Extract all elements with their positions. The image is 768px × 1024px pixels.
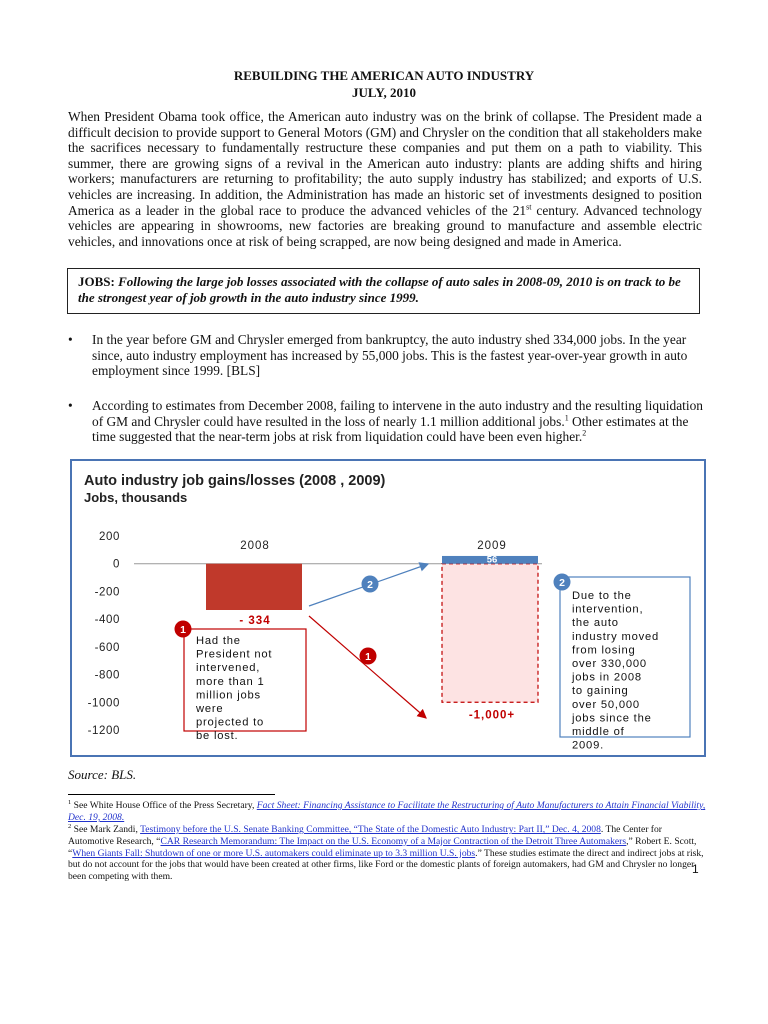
annotation-line: to gaining [572,685,629,698]
category-label-2009: 2009 [477,540,507,552]
annotation-line: over 330,000 [572,658,647,670]
intro-superscript: st [526,202,532,212]
chart-frame [70,459,706,757]
footnote-1-date: , Dec. 19, 2008. [68,800,706,823]
y-tick-label: -1000 [87,697,120,710]
annotation-line: over 50,000 [572,698,640,711]
annotation-line: 2009. [572,739,604,752]
bar-2008 [206,564,302,610]
chart-subtitle: Jobs, thousands [84,490,188,505]
bullet-text-2b: Other estimates at the time suggested that the near-term jobs at risk from liquidation could have been even higher. [92,413,689,445]
intro-text-b: century. Advanced technology vehicles are appearing in showrooms, new factories are breaking ground to manufacture and assemble electric vehicles, and innovations once at risk of being scrapped, are now being designed and made in America. [68,202,702,249]
footnote-1 [68,800,708,824]
annotation-line: jobs since the [572,712,652,725]
document-date: JULY, 2010 [351,85,417,100]
jobs-callout [67,268,700,314]
annotation-line: intervened, [196,662,261,675]
chart-title: Auto industry job gains/losses (2008 , 2009) [84,473,386,489]
annotation-line: intervention, [572,603,644,616]
annotation-line: Due to the [572,590,632,602]
annotation-line: President not [196,648,273,661]
jobs-chart [72,461,704,755]
source-note: Source: BLS. [68,767,137,782]
loss-arrow [309,616,426,718]
annotation-line: be lost. [196,730,239,743]
intro-text-a: When President Obama took office, the American auto industry was on the brink of collapse. The President made a difficult decision to provide support to General Motors (GM) and Chrysler on the condition that all stakeholders make the sacrifices necessary to fundamentally restructure these companies and put them on a path to viability. This summer, there are growing signs of a revival in the American auto industry: plants are adding shifts and hiring workers; manufacturers are returning to profitability; the auto supply industry has stabilized; and exports of U.S. vehicles are increasing. In addition, the Administration has made an historic set of investments designed to position America as a leader in the global race to produce the advanced vehicles of the 21 [68,109,702,218]
footnote-2-link-scott[interactable]: When Giants Fall: Shutdown of one or more U.S. automakers could eliminate up to 3.3 million U.S. jobs [72,847,476,859]
footnote-2-text-c: ,” Robert E. Scott, “ [68,835,697,859]
bullet-text-2a: According to estimates from December 2008, failing to intervene in the auto industry and the resulting liquidation of GM and Chrysler could have resulted in the loss of nearly 1.1 million additional jobs. [92,398,703,429]
annotation-line: middle of [572,726,625,738]
annotation-line: the auto [572,617,619,630]
bullet-text-2 [92,398,704,445]
footnote-ref-2[interactable]: 2 [582,428,587,438]
footnote-1-number: 1 [68,798,72,806]
y-tick-label: -600 [94,641,120,654]
arrow-marker-1-label: 1 [365,651,371,663]
counterfactual-bar-2009 [442,564,538,703]
annotation-line: million jobs [196,689,261,702]
y-tick-label: -400 [94,614,120,627]
bullet-icon: • [68,332,73,347]
y-tick-label: -800 [94,669,120,682]
footnote-divider [68,794,275,795]
footnote-2-text-d: .” These studies estimate the direct and indirect jobs at risk, but do not account for the jobs that would have been created at other firms, like Ford or the domestic plants of foreign automakers, had GM and Chrysler no longer been competing with them. [68,847,704,883]
footnote-2-text-a: See Mark Zandi, [71,824,141,835]
footnote-2 [68,824,708,883]
data-label-2008: - 334 [239,614,271,627]
data-label-counterfactual: -1,000+ [468,709,516,722]
page-number: 1 [692,862,699,876]
footnote-1-text: See White House Office of the Press Secretary, [71,800,257,811]
annotation-line: more than 1 [196,675,265,688]
annotation-line: projected to [196,716,265,729]
footnote-ref-1[interactable]: 1 [564,413,569,423]
y-tick-label: -1200 [87,725,120,737]
y-tick-label: 0 [113,558,120,571]
bullet-text-1: In the year before GM and Chrysler emerged from bankruptcy, the auto industry shed 334,000 jobs. In the year since, auto industry employment has increased by 55,000 jobs. This is the fastest year-over-year growth in auto employment since 1999. [BLS] [92,332,688,379]
footnote-2-number: 2 [68,822,72,830]
annotation-line: jobs in 2008 [572,671,642,684]
y-tick-label: -200 [94,586,120,599]
footnote-2-link-car[interactable]: CAR Research Memorandum: The Impact on the U.S. Economy of a Major Contraction of the Detroit Three Automakers [160,835,627,847]
marker-1-label: 1 [180,624,186,636]
annotation-text-1 [195,635,272,742]
callout-text: Following the large job losses associated with the collapse of auto sales in 2008-09, 2010 is on track to be the strongest year of job growth in the auto industry since 1999. [78,274,681,305]
callout-label: JOBS: [78,274,115,289]
annotation-line: were [196,703,224,715]
annotation-line: Had the [196,635,241,647]
bullet-icon: • [68,398,73,413]
document-title: REBUILDING THE AMERICAN AUTO INDUSTRY [233,68,535,83]
intro-paragraph [68,109,702,249]
footnote-2-text-b: . The Center for Automotive Research, “ [68,824,662,847]
y-tick-label: 200 [99,531,120,543]
data-label-2009: 56 [486,554,498,566]
footnote-1-link[interactable]: Fact Sheet: Financing Assistance to Facilitate the Restructuring of Auto Manufacturers to Attain Financial Viability [256,800,703,811]
annotation-line: industry moved [572,630,660,643]
arrow-marker-2-label: 2 [367,579,373,591]
footnote-2-link-zandi[interactable]: Testimony before the U.S. Senate Banking Committee, “The State of the Domestic Auto Industry: Part II,” Dec. 4, 2008 [140,824,601,835]
annotation-line: from losing [572,644,636,657]
marker-2-label: 2 [559,577,565,589]
category-label-2008: 2008 [240,540,270,552]
